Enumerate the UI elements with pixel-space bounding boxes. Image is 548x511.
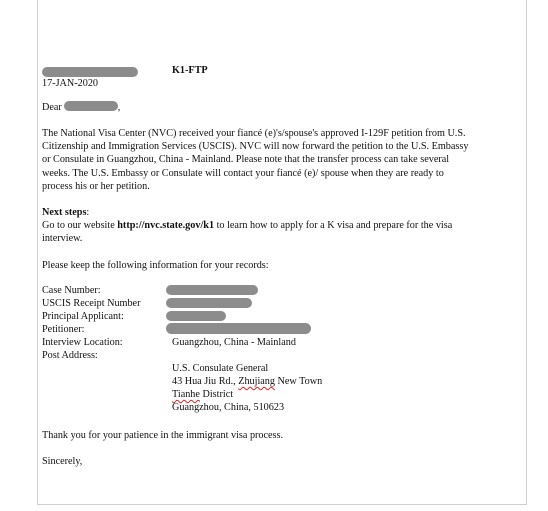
- petitioner-label: Petitioner:: [42, 324, 85, 335]
- thanks-text: Thank you for your patience in the immigrant visa process.: [42, 430, 284, 441]
- salutation-comma: ,: [117, 102, 121, 113]
- redacted-name-top: [42, 67, 138, 77]
- letter-page: [37, 0, 527, 505]
- letter-code: K1-FTP: [172, 65, 208, 76]
- redacted-receipt-number: [166, 298, 252, 308]
- next-steps-colon: :: [86, 207, 90, 218]
- salutation: [42, 101, 120, 113]
- address-line-3: [172, 389, 233, 400]
- address-line-4: Guangzhou, China, 510623: [172, 402, 285, 413]
- redacted-principal-applicant: [166, 311, 226, 321]
- nvc-website-link[interactable]: http://nvc.state.gov/k1: [117, 220, 215, 232]
- next-steps-heading: Next steps: [42, 207, 87, 218]
- address-line-2-end: New Town: [275, 376, 323, 387]
- interview-location-value: Guangzhou, China - Mainland: [172, 337, 296, 348]
- redacted-petitioner: [166, 323, 311, 334]
- address-line-2: [172, 376, 322, 387]
- receipt-number-label: USCIS Receipt Number: [42, 298, 141, 309]
- redacted-recipient: [64, 101, 118, 111]
- next-steps: [42, 206, 472, 246]
- letter-date: 17-JAN-2020: [42, 78, 99, 89]
- interview-location-label: Interview Location:: [42, 337, 123, 348]
- address-line-2-start: 43 Hua Jiu Rd.,: [172, 376, 239, 387]
- next-steps-text-after: to learn how to apply for a K visa and prepare for the visa interview.: [42, 220, 453, 245]
- address-line-3-end: District: [199, 389, 234, 400]
- post-address-label: Post Address:: [42, 350, 98, 361]
- salutation-dear: Dear: [42, 102, 62, 113]
- intro-paragraph: The National Visa Center (NVC) received your fiancé (e)'s/spouse's approved I-129F petition from U.S. Citizenship and Immigration Services (USCIS). NVC will now forward the petition to the U.S. Embassy or Consulate in Guangzhou, China - Mainland. Please note that the transfer process can take several weeks. The U.S. Embassy or Consulate will contact your fiancé (e)/ spouse when they are ready to process his or her petition.: [42, 128, 469, 192]
- redacted-case-number: [166, 285, 258, 295]
- address-spellcheck-word-2: Tianhe: [172, 389, 200, 400]
- address-spellcheck-word-1: Zhujiang: [238, 376, 275, 387]
- keep-info-text: Please keep the following information for your records:: [42, 260, 269, 271]
- case-number-label: Case Number:: [42, 285, 101, 296]
- address-line-1: U.S. Consulate General: [172, 363, 269, 374]
- next-steps-text-before: Go to our website: [42, 220, 118, 232]
- principal-applicant-label: Principal Applicant:: [42, 311, 124, 322]
- closing-text: Sincerely,: [42, 456, 83, 467]
